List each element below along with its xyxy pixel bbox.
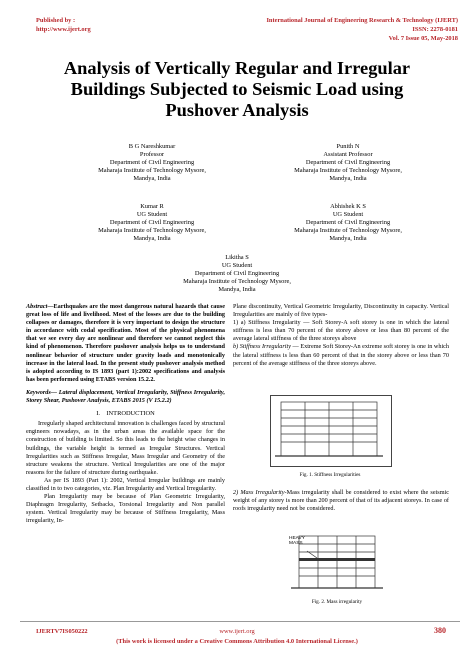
- author-dept: Department of Civil Engineering: [305, 159, 391, 166]
- body-paragraph: Plane discontinuity, Vertical Geometric Irregularity, Discontinuity in capacity. Vertical Irregularities are mainly of five types-: [233, 303, 449, 319]
- author-dept: Department of Civil Engineering: [194, 270, 280, 277]
- author-place: Mandya, India: [133, 235, 171, 242]
- author-block: [72, 203, 232, 243]
- author-inst: Maharaja Institute of Technology Mysore,: [98, 227, 206, 234]
- author-role: UG Student: [136, 211, 168, 218]
- title-line: Buildings Subjected to Seismic Load using: [70, 79, 404, 99]
- abstract: [26, 303, 225, 384]
- author-name: Punith N: [336, 143, 360, 150]
- author-block: [155, 254, 319, 294]
- frame-diagram: [271, 396, 391, 466]
- author-role: UG Student: [221, 262, 253, 269]
- author-inst: Maharaja Institute of Technology Mysore,: [294, 167, 402, 174]
- intro-paragraph: Irregularly shaped architectural innovation is challenges faced by structural engineers nowadays, as in the urban areas the available space for the construction of building is limited. So this leads to the height wise changes in buildings, the variable height is termed as Irregular Structures. Vertical Irregularities such as Stiffness Irregular, Mass Irregular and Geometry of the structure weakens the structure. Vertical Irregularities are one of the major reasons for the failure of structure during earthquake.: [26, 420, 225, 476]
- footer-url[interactable]: www.ijert.org: [219, 628, 255, 635]
- section-heading: [26, 410, 225, 418]
- page-number: 380: [434, 626, 446, 635]
- author-role: Professor: [139, 151, 165, 158]
- author-name: Kumar R: [140, 203, 164, 210]
- author-block: [268, 143, 428, 183]
- author-place: Mandya, India: [133, 175, 171, 182]
- author-name: Abhishek K S: [330, 203, 366, 210]
- mass-irregularity-paragraph: [233, 489, 449, 513]
- paper-id: IJERTV7IS050222: [36, 628, 88, 635]
- footer-divider: [20, 621, 460, 622]
- paper-title: [20, 58, 454, 121]
- author-place: Mandya, India: [218, 286, 256, 293]
- body-paragraph: 1) a) Stiffness Irregularity — Soft Storey-A soft storey is one in which the lateral stiffness is less than 70 percent of the storey above or less than 80 percent of the average lateral stiffness of the three storeys above: [233, 319, 449, 343]
- author-role: Assistant Professor: [323, 151, 373, 158]
- author-block: [268, 203, 428, 243]
- keywords-label: Keywords: [26, 388, 51, 396]
- author-block: [72, 143, 232, 183]
- author-place: Mandya, India: [329, 235, 367, 242]
- publisher-url[interactable]: http://www.ijert.org: [36, 26, 91, 33]
- author-place: Mandya, India: [329, 175, 367, 182]
- body-text: — Extreme Soft Storey-An extreme soft storey is one in which the lateral stiffness is less than 60 percent of that in the storey above or less than 70 percent of the average stiffness of the three storeys above.: [233, 343, 450, 367]
- subhead: 2) Mass Irregularity: [233, 489, 285, 496]
- author-role: UG Student: [332, 211, 364, 218]
- keywords-text: — Lateral displacement, Vertical Irregularity, Stiffness Irregularity, Storey Shear, Pushover Analysis, ETABS 2015 (V 15.2.2): [26, 388, 225, 405]
- body-text: -Mass irregularity shall be considered to exist where the seismic weight of any storey is more than 200 percent of that of its adjacent storeys. In case of roofs irregularity need not be considered.: [233, 489, 449, 513]
- figure-caption: Fig. 2. Mass irregularity: [311, 599, 363, 605]
- volume: Vol. 7 Issue 05, May-2018: [388, 35, 458, 42]
- abstract-text: —Earthquakes are the most dangerous natural hazards that cause great loss of life and livelihood. Most of the losses are due to the building collapses or damages, therefore it is very important to design the structure in accordance with codal specification. Most of the physical phenomena that we see every day are nonlinear and therefore we cannot neglect this kind of phenomenon. Therefore pushover analysis helps us to understand nonlinear behavior of structure under gravity loads and monotonically increase in the lateral load. In the present study pushover analysis method is adopted according to IS 1893 (part 1):2002 specifications and analysis has been performed using ETABS version 15.2.2.: [26, 303, 225, 383]
- author-dept: Department of Civil Engineering: [109, 159, 195, 166]
- section-title: INTRODUCTION: [106, 410, 155, 418]
- publisher-label: Published by :: [36, 17, 76, 24]
- right-column: [233, 303, 449, 368]
- abstract-label: Abstract: [26, 303, 48, 310]
- intro-paragraph: As per IS 1893 (Part 1): 2002, Vertical Irregular buildings are mainly classified in to two categories, viz. Plan Irregularity and Vertical Irregularity.: [26, 476, 225, 492]
- left-column: [26, 303, 225, 525]
- figure-stiffness-irregularities: [270, 395, 392, 467]
- title-line: Pushover Analysis: [165, 100, 309, 120]
- author-inst: Maharaja Institute of Technology Mysore,: [183, 278, 291, 285]
- issn: ISSN: 2278-0181: [412, 26, 458, 33]
- heavy-mass-label: HEAVY MASS: [289, 536, 305, 546]
- author-name: B G Nareshkumar: [128, 143, 176, 150]
- author-name: Likitha S: [225, 254, 249, 261]
- body-paragraph: [233, 343, 449, 367]
- title-line: Analysis of Vertically Regular and Irregular: [63, 58, 411, 78]
- author-dept: Department of Civil Engineering: [109, 219, 195, 226]
- journal-name: International Journal of Engineering Research & Technology (IJERT): [266, 17, 458, 24]
- figure-mass-irregularity: [287, 532, 387, 594]
- intro-paragraph: Plan Irregularity may be because of Plan Geometric Irregularity, Diaphragm Irregularity, Setbacks, Torsional Irregularity and Non parallel system. Vertical Irregularity may be because of Stiffness Irregularity, Mass irregularity, In-: [26, 493, 225, 525]
- figure-caption: Fig. 1. Stiffness Irregularities: [299, 472, 361, 478]
- author-inst: Maharaja Institute of Technology Mysore,: [98, 167, 206, 174]
- author-inst: Maharaja Institute of Technology Mysore,: [294, 227, 402, 234]
- subhead: b) Stiffness Irregularity: [233, 343, 291, 351]
- license-note: (This work is licensed under a Creative Commons Attribution 4.0 International License.): [116, 638, 358, 645]
- section-number: I.: [96, 410, 101, 418]
- author-dept: Department of Civil Engineering: [305, 219, 391, 226]
- keywords: [26, 389, 225, 405]
